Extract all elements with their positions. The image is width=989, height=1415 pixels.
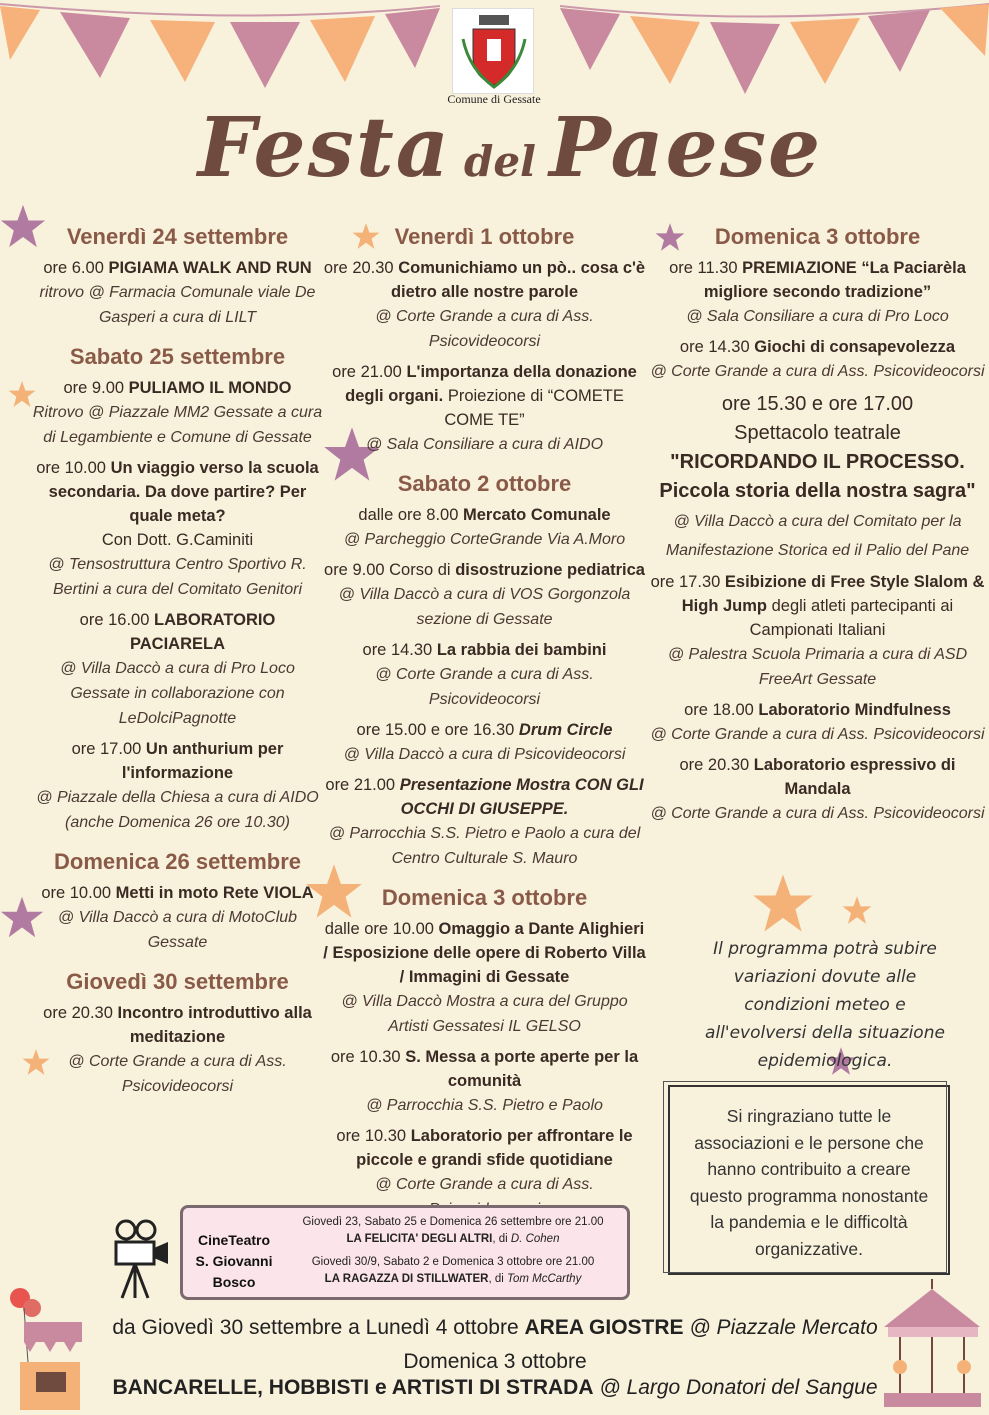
rides-title: AREA GIOSTRE bbox=[524, 1316, 684, 1339]
event-title: "RICORDANDO IL PROCESSO. Piccola storia della nostra sagra" bbox=[659, 451, 976, 502]
day-heading: Domenica 3 ottobre bbox=[714, 224, 921, 249]
event-title: PULIAMO IL MONDO bbox=[128, 379, 292, 397]
event-location: @ Parrocchia S.S. Pietro e Paolo a cura del Centro Culturale S. Mauro bbox=[328, 825, 641, 867]
day-heading: Sabato 25 settembre bbox=[69, 344, 286, 369]
event-location: @ Parrocchia S.S. Pietro e Paolo bbox=[366, 1097, 603, 1114]
thanks-box: Si ringraziano tutte le associazioni e le persone che hanno contribuito a creare questo programma nonostante la pandemia e le difficoltà organizzative. bbox=[668, 1085, 950, 1275]
event-item bbox=[322, 917, 647, 1039]
event-location: @ Sala Consiliare a cura di AIDO bbox=[365, 436, 604, 453]
municipality-crest bbox=[452, 8, 534, 94]
event-title: Omaggio a Dante Alighieri / Esposizione delle opere di Roberto Villa / Immagini di Gessate bbox=[323, 920, 646, 986]
event-item bbox=[322, 360, 647, 457]
rides-location: @ Piazzale Mercato bbox=[689, 1316, 878, 1339]
cinema-name-line2: S. Giovanni bbox=[195, 1253, 273, 1269]
event-time: ore 14.30 bbox=[362, 641, 433, 659]
page-title bbox=[180, 100, 840, 200]
event-item bbox=[322, 256, 647, 354]
event-extra: degli atleti partecipanti ai Campionati Italiani bbox=[749, 597, 954, 639]
event-item bbox=[650, 390, 985, 564]
stalls-title: BANCARELLE, HOBBISTI e ARTISTI DI STRADA bbox=[112, 1376, 594, 1399]
event-item bbox=[322, 718, 647, 767]
day-heading: Sabato 2 ottobre bbox=[397, 471, 572, 496]
event-item bbox=[30, 376, 325, 450]
event-extra: Proiezione di “COMETE COME TE” bbox=[444, 387, 624, 429]
schedule-column-3 bbox=[650, 220, 985, 832]
municipality-name: Comune di Gessate bbox=[447, 92, 541, 106]
cinema-name-line1: CineTeatro bbox=[197, 1232, 271, 1248]
film-by: , di bbox=[492, 1233, 508, 1245]
event-item bbox=[30, 608, 325, 731]
event-time: ore 17.30 bbox=[650, 573, 721, 591]
day-heading: Venerdì 1 ottobre bbox=[394, 224, 575, 249]
event-title: S. Messa a porte aperte per la comunità bbox=[405, 1048, 639, 1090]
event-title: Un anthurium per l'informazione bbox=[121, 740, 284, 782]
schedule-column-2 bbox=[322, 220, 647, 1228]
schedule-column-1 bbox=[30, 220, 325, 1105]
event-location: @ Villa Daccò Mostra a cura del Gruppo Artisti Gessatesi IL GELSO bbox=[341, 993, 628, 1035]
cinema-dates-1: Giovedì 23, Sabato 25 e Domenica 26 settembre ore 21.00 bbox=[302, 1216, 604, 1228]
event-time: ore 20.30 bbox=[43, 1004, 113, 1022]
event-title: Laboratorio Mindfulness bbox=[758, 701, 951, 719]
event-item bbox=[650, 335, 985, 384]
event-title: L'importanza della donazione degli organi. bbox=[345, 363, 637, 405]
title-del: del bbox=[463, 137, 536, 186]
event-time: dalle ore 10.00 bbox=[324, 920, 434, 938]
event-time: ore 21.00 bbox=[332, 363, 402, 381]
event-time: ore 9.00 Corso di bbox=[324, 561, 451, 579]
event-item bbox=[30, 456, 325, 602]
event-item bbox=[30, 737, 325, 835]
event-time: ore 16.00 bbox=[79, 611, 150, 629]
film-title: LA RAGAZZA DI STILLWATER bbox=[324, 1273, 489, 1285]
footer-line-date: Domenica 3 ottobre bbox=[403, 1350, 587, 1373]
event-location: ritrovo @ Farmacia Comunale viale De Gasperi a cura di LILT bbox=[39, 284, 316, 326]
event-title: Comunichiamo un pò.. cosa c'è dietro alle nostre parole bbox=[390, 259, 646, 301]
event-location: @ Sala Consiliare a cura di Pro Loco bbox=[686, 308, 949, 325]
event-time: ore 17.00 bbox=[71, 740, 142, 758]
event-title: Esibizione di Free Style Slalom & High Jump bbox=[681, 573, 985, 615]
cinema-banner bbox=[180, 1205, 630, 1300]
rides-dates: da Giovedì 30 settembre a Lunedì 4 ottobre bbox=[112, 1316, 519, 1339]
event-item bbox=[650, 753, 985, 826]
event-item bbox=[322, 773, 647, 871]
event-item bbox=[650, 256, 985, 329]
film-by: , di bbox=[488, 1273, 504, 1285]
film-title: LA FELICITA' DEGLI ALTRI bbox=[346, 1233, 493, 1245]
event-time: ore 20.30 bbox=[323, 259, 394, 277]
film-director: D. Cohen bbox=[510, 1233, 560, 1245]
event-item bbox=[322, 503, 647, 552]
event-location: @ Corte Grande a cura di Ass. Psicovideocorsi bbox=[375, 308, 594, 350]
event-time: dalle ore 8.00 bbox=[358, 506, 459, 524]
event-time: ore 15.30 e ore 17.00 bbox=[721, 393, 914, 415]
day-heading: Venerdì 24 settembre bbox=[66, 224, 289, 249]
event-location: @ Palestra Scuola Primaria a cura di ASD FreeArt Gessate bbox=[667, 646, 968, 688]
event-item bbox=[322, 558, 647, 632]
event-title: LABORATORIO PACIARELA bbox=[129, 611, 276, 653]
stalls-location: @ Largo Donatori del Sangue bbox=[599, 1376, 878, 1399]
event-location: @ Parcheggio CorteGrande Via A.Moro bbox=[343, 531, 626, 548]
event-title: Giochi di consapevolezza bbox=[754, 338, 956, 356]
event-time: ore 10.00 bbox=[36, 459, 106, 477]
event-title: Laboratorio espressivo di Mandala bbox=[753, 756, 956, 798]
event-time: ore 18.00 bbox=[684, 701, 754, 719]
event-title: Mercato Comunale bbox=[462, 506, 611, 524]
event-time: ore 20.30 bbox=[679, 756, 750, 774]
event-location: @ Villa Daccò a cura del Comitato per la Manifestazione Storica ed il Palio del Pane bbox=[665, 513, 970, 559]
event-item bbox=[322, 1045, 647, 1118]
cinema-name bbox=[189, 1230, 279, 1293]
event-title: Laboratorio per affrontare le piccole e grandi sfide quotidiane bbox=[356, 1127, 633, 1169]
event-title: Metti in moto Rete VIOLA bbox=[115, 884, 314, 902]
event-time: ore 9.00 bbox=[63, 379, 125, 397]
event-location: @ Villa Daccò a cura di Psicovideocorsi bbox=[343, 746, 626, 763]
event-time: ore 14.30 bbox=[679, 338, 750, 356]
event-title: disostruzione pediatrica bbox=[455, 561, 645, 579]
event-time: ore 6.00 bbox=[43, 259, 104, 277]
program-change-note: Il programma potrà subire variazioni dovute alle condizioni meteo e all'evolversi della situazione epidemiologica. bbox=[705, 939, 945, 1071]
cinema-name-line3: Bosco bbox=[212, 1274, 256, 1290]
event-time: ore 15.00 e ore 16.30 bbox=[356, 721, 515, 739]
event-location: @ Corte Grande a cura di Ass. Psicovideocorsi bbox=[650, 726, 985, 743]
event-item bbox=[30, 1001, 325, 1099]
event-extra: Spettacolo teatrale bbox=[734, 422, 901, 444]
event-location: @ Corte Grande a cura di Ass. Psicovideocorsi bbox=[650, 805, 985, 822]
event-extra: Con Dott. G.Caminiti bbox=[101, 531, 254, 549]
event-location: @ Villa Daccò a cura di VOS Gorgonzola sezione di Gessate bbox=[338, 586, 631, 628]
event-location: @ Corte Grande a cura di Ass. Psicovideocorsi bbox=[650, 363, 985, 380]
cinema-dates-2: Giovedì 30/9, Sabato 2 e Domenica 3 ottobre ore 21.00 bbox=[311, 1256, 595, 1268]
event-title: Presentazione Mostra CON GLI OCCHI DI GIUSEPPE. bbox=[399, 776, 644, 818]
day-heading: Giovedì 30 settembre bbox=[66, 969, 289, 994]
event-time: ore 11.30 bbox=[669, 259, 738, 277]
event-location: @ Tensostruttura Centro Sportivo R. Bertini a cura del Comitato Genitori bbox=[48, 556, 307, 598]
event-item bbox=[650, 698, 985, 747]
event-location: Ritrovo @ Piazzale MM2 Gessate a cura di Legambiente e Comune di Gessate bbox=[32, 404, 323, 446]
cinema-film-2 bbox=[283, 1271, 623, 1288]
footer-line-stalls bbox=[70, 1376, 920, 1400]
movie-camera-icon bbox=[108, 1218, 178, 1300]
event-item bbox=[322, 638, 647, 712]
title-festa: Festa bbox=[197, 100, 451, 196]
event-title: Un viaggio verso la scuola secondaria. Da dove partire? Per quale meta? bbox=[48, 459, 319, 525]
title-paese: Paese bbox=[549, 100, 823, 196]
event-location: @ Piazzale della Chiesa a cura di AIDO (anche Domenica 26 ore 10.30) bbox=[36, 789, 319, 831]
event-title: Incontro introduttivo alla meditazione bbox=[117, 1004, 312, 1046]
day-heading: Domenica 3 ottobre bbox=[381, 885, 588, 910]
event-time: ore 21.00 bbox=[325, 776, 396, 794]
event-title: La rabbia dei bambini bbox=[436, 641, 607, 659]
event-item bbox=[30, 881, 325, 955]
event-time: ore 10.00 bbox=[41, 884, 112, 902]
footer-line-rides bbox=[70, 1316, 920, 1340]
cinema-film-1 bbox=[283, 1231, 623, 1248]
event-location: @ Villa Daccò a cura di MotoClub Gessate bbox=[57, 909, 298, 951]
star-icon bbox=[752, 872, 814, 934]
event-title: Drum Circle bbox=[518, 721, 613, 739]
event-item bbox=[30, 256, 325, 330]
event-item bbox=[650, 570, 985, 692]
event-location: @ Corte Grande a cura di Ass. Psicovideocorsi bbox=[68, 1053, 287, 1095]
star-icon bbox=[842, 895, 872, 925]
event-title: PIGIAMA WALK AND RUN bbox=[108, 259, 312, 277]
event-location: @ Villa Daccò a cura di Pro Loco Gessate in collaborazione con LeDolciPagnotte bbox=[60, 660, 295, 727]
event-title: PREMIAZIONE “La Paciarèla migliore secondo tradizione” bbox=[703, 259, 966, 301]
film-director: Tom McCarthy bbox=[506, 1273, 582, 1285]
event-location: @ Corte Grande a cura di Ass. Psicovideocorsi bbox=[375, 666, 594, 708]
day-heading: Domenica 26 settembre bbox=[54, 849, 301, 874]
event-time: ore 10.30 bbox=[330, 1048, 401, 1066]
event-location: @ Corte Grande a cura di Ass. bbox=[375, 1176, 594, 1193]
event-time: ore 10.30 bbox=[336, 1127, 407, 1145]
